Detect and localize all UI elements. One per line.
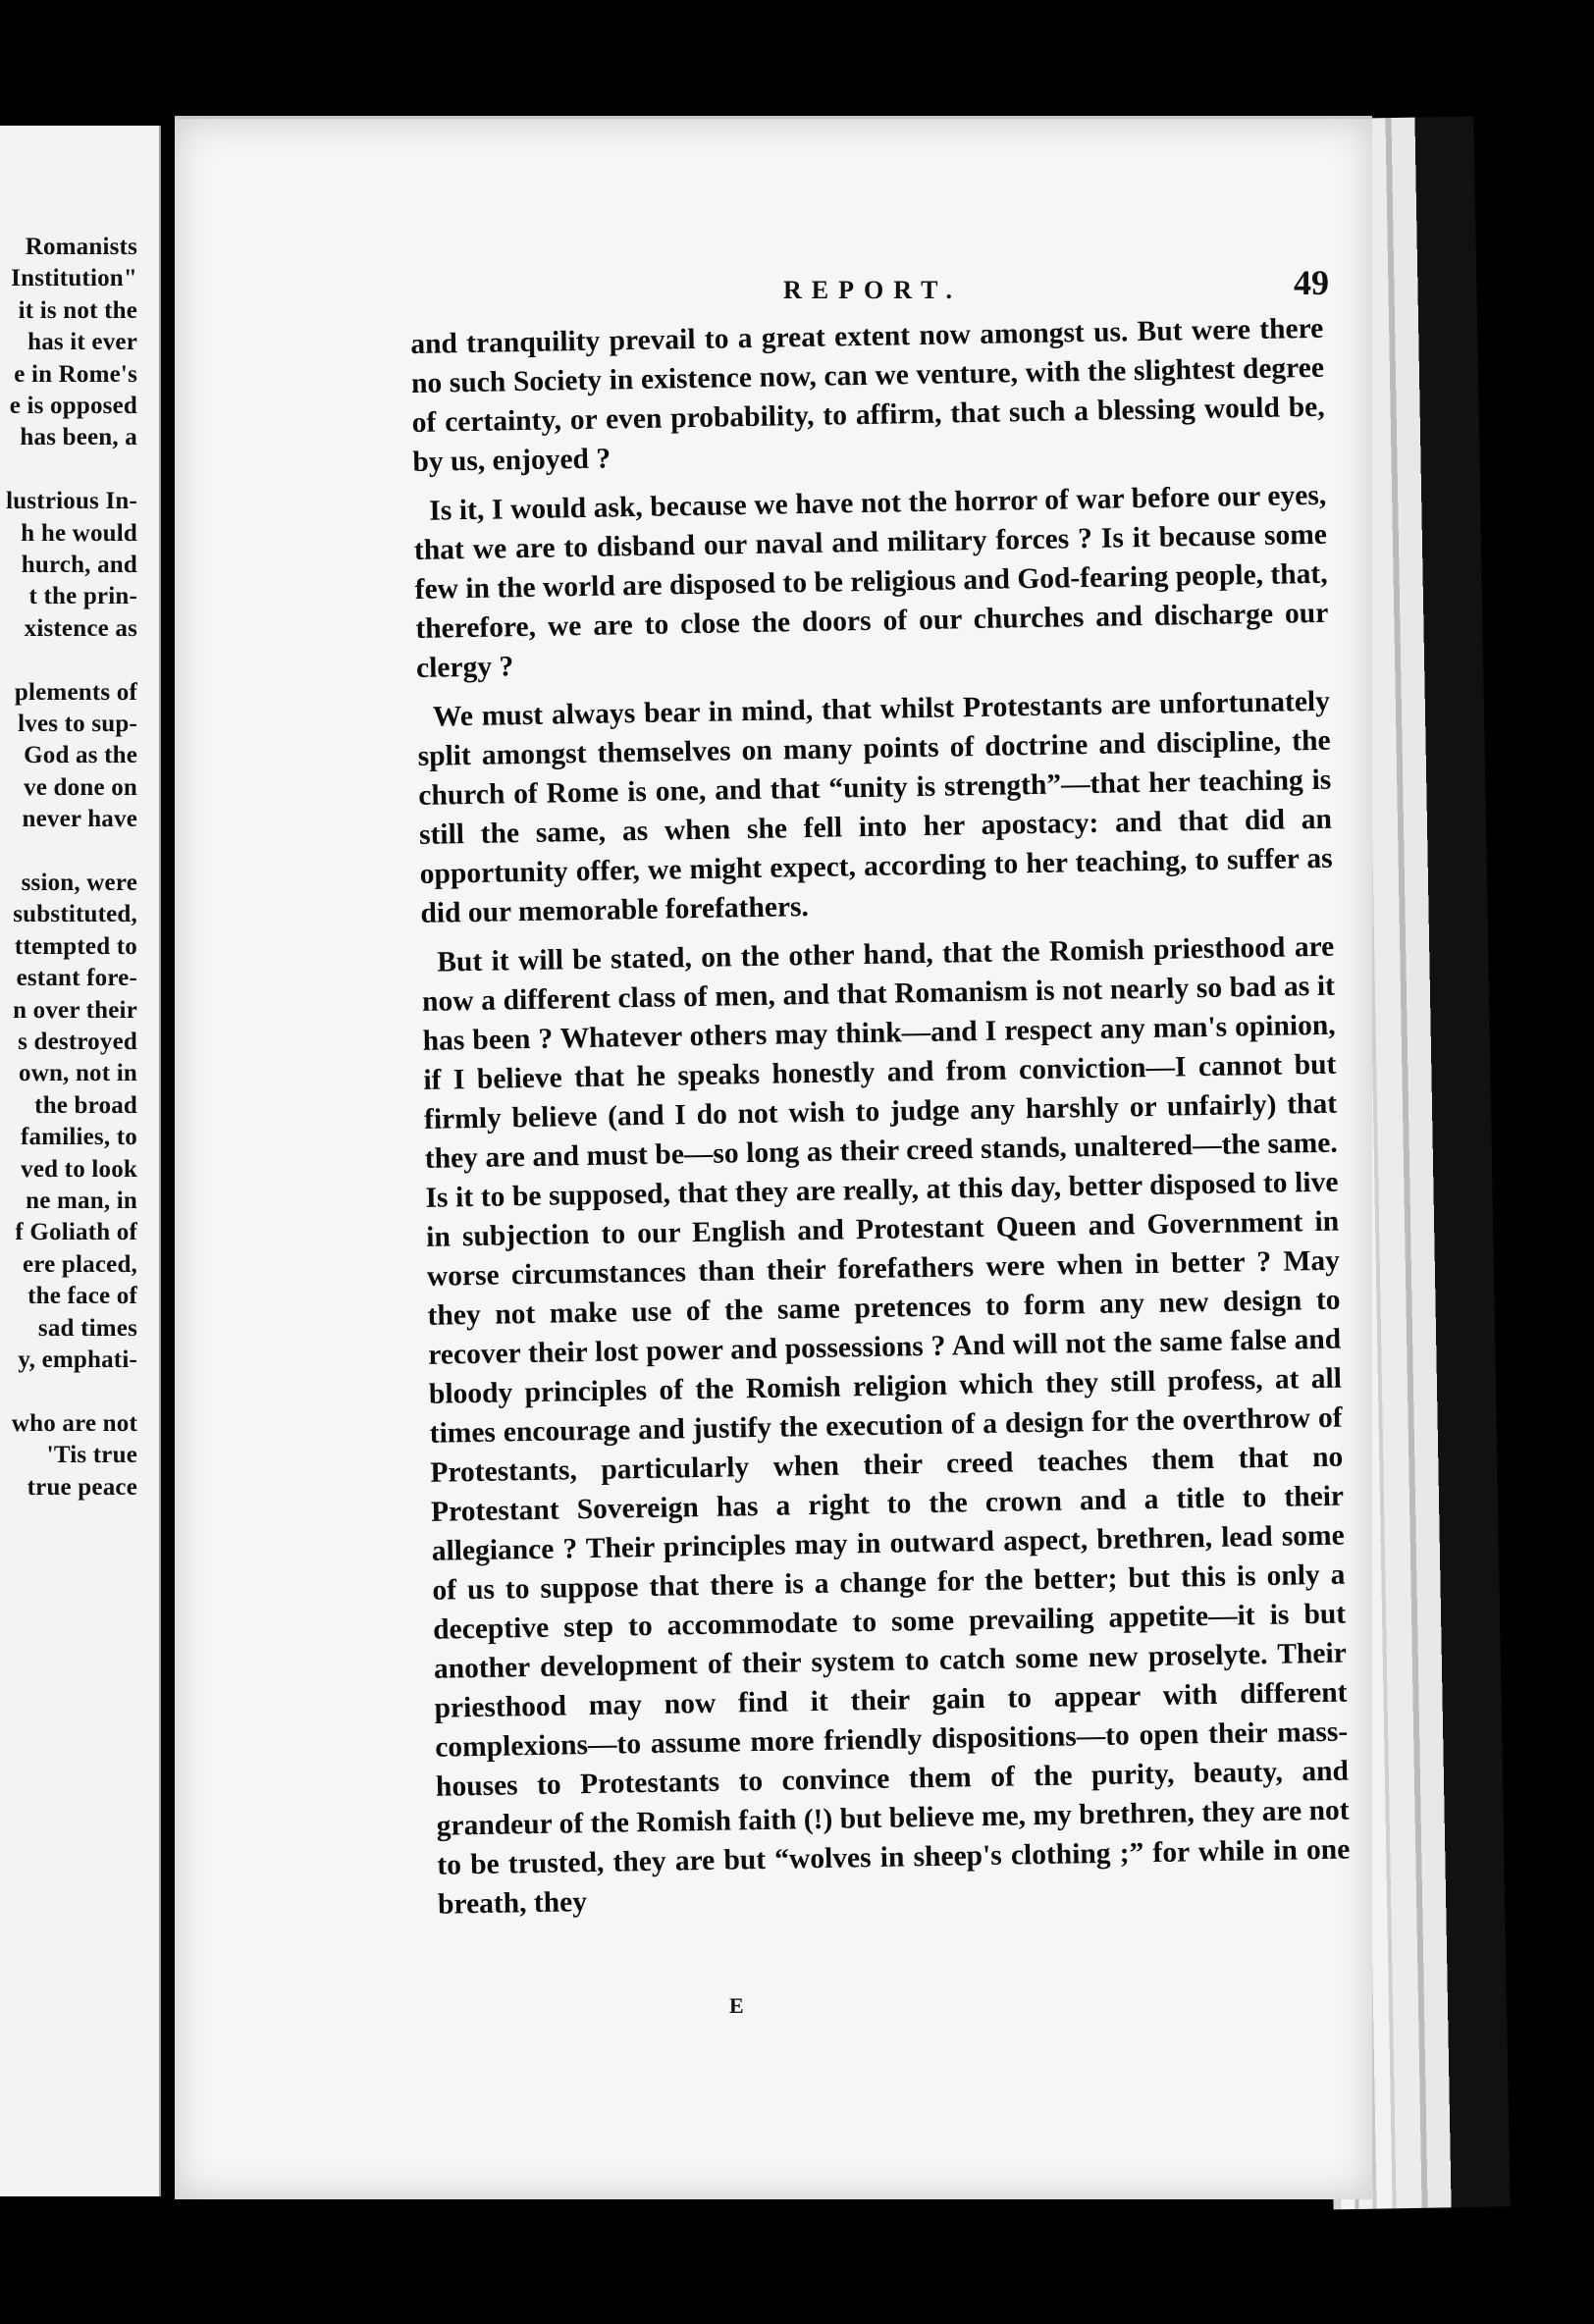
left-page-line: plements of (14, 678, 137, 706)
left-page-line: estant fore- (16, 965, 137, 992)
left-page-line: true peace (27, 1473, 137, 1501)
left-page-line: hurch, and (21, 552, 137, 578)
paragraph: and tranquility prevail to a great extent now amongst us. But were there no such Society in existence now, can we venture, with the slightest degree of certainty, or even probability, to affirm, that such a blessing would be, by us, enjoyed ? (410, 312, 1325, 478)
left-page-line: lustrious In- (6, 488, 137, 515)
paragraph: Is it, I would ask, because we have not the horror of war before our eyes, that we are to disband our naval and military forces ? Is it because some few in the world are disposed to be religious and God-fearing people, that, therefore, we are to close the doors of our churches and discharge our clergy ? (413, 479, 1329, 684)
left-page (0, 126, 161, 2196)
left-page-line: e in Rome's (14, 360, 137, 388)
left-page-line: n over their (13, 996, 137, 1024)
body-text (410, 309, 1351, 1934)
paragraph: We must always bear in mind, that whilst Protestants are unfortunately split amongst themselves on many points of doctrine and discipline, the church of Rome is one, and that “unity is strength”—that her teaching is still the same, as when she fell into her apostacy: and that did an opportunity offer, we might expect, according to her teaching, to suffer as did our memorable forefathers. (417, 685, 1333, 929)
left-page-line: h he would (21, 519, 137, 547)
left-page-line: lves to sup- (18, 711, 137, 737)
left-page-line: substituted, (13, 901, 137, 928)
left-page-line: ere placed, (23, 1250, 137, 1278)
left-page-line: the broad (34, 1091, 137, 1119)
left-page-line: it is not the (18, 296, 137, 324)
left-page-line: xistence as (24, 614, 137, 642)
running-head: REPORT. (783, 276, 962, 304)
left-page-line: ve done on (24, 773, 137, 801)
left-page-line: God as the (24, 742, 137, 769)
left-page-line: 'Tis true (46, 1442, 137, 1469)
left-page-line: own, not in (19, 1060, 137, 1087)
left-page-line: Institution" (11, 265, 137, 292)
left-page-line: f Goliath of (15, 1219, 137, 1246)
left-page-line: ne man, in (26, 1188, 137, 1214)
signature-mark: E (729, 1993, 744, 2018)
left-page-line: never have (22, 806, 137, 833)
left-page-line: ttempted to (14, 932, 137, 960)
page-number: 49 (1294, 263, 1329, 302)
paragraph: But it will be stated, on the other hand, that the Romish priesthood are now a different class of men, and that Romanism is not nearly so bad as it has been ? Whatever others may think—and I respect any man's opinion, if I believe that he speaks honestly and from conviction—I cannot but firmly believe (and I do not wish to judge any harshly or unfairly) that they are and must be—so long as their creed stands, unaltered—the same. Is it to be supposed, that they are really, at this day, better disposed to live in subjection to our English and Protestant Queen and Government in worse circumstances than their forefathers were when in better ? May they not make use of the same pretences to form any new design to recover their lost power and possessions ? And will not the same false and bloody principles of the Romish religion which they still profess, at all times encourage and justify the execution of a design for the overthrow of Protestants, particularly when their creed teaches them that no Protestant Sovereign has a right to the crown and a title to their allegiance ? Their principles may in outward aspect, brethren, lead some of us to suppose that there is a change for the better; but this is only a deceptive step to accommodate to some prevailing appetite—it is but another development of their system to catch some new proselyte. Their priesthood may now find it their gain to appear with different complexions—to assume more friendly dispositions—to open their mass-houses to Protestants to convince them of the purity, beauty, and grandeur of the Romish faith (!) but believe me, my brethren, they are not to be trusted, they are but “wolves in sheep's clothing ;” for while in one breath, they (421, 930, 1351, 1921)
left-page-line: the face of (27, 1283, 137, 1310)
left-page-line: ssion, were (21, 870, 137, 896)
left-page-line: Romanists (25, 234, 137, 260)
left-page-line: has it ever (27, 329, 137, 356)
left-page-line: t the prin- (28, 583, 137, 610)
left-page-line: sad times (37, 1314, 137, 1342)
left-page-line: who are not (11, 1409, 137, 1437)
left-page-line: ved to look (21, 1155, 137, 1183)
main-page (175, 116, 1372, 2199)
left-page-line: families, to (20, 1124, 137, 1151)
left-page-line: s destroyed (18, 1029, 137, 1055)
left-page-line: e is opposed (9, 393, 137, 419)
left-page-line: has been, a (20, 424, 137, 451)
left-page-line: y, emphati- (18, 1347, 137, 1373)
